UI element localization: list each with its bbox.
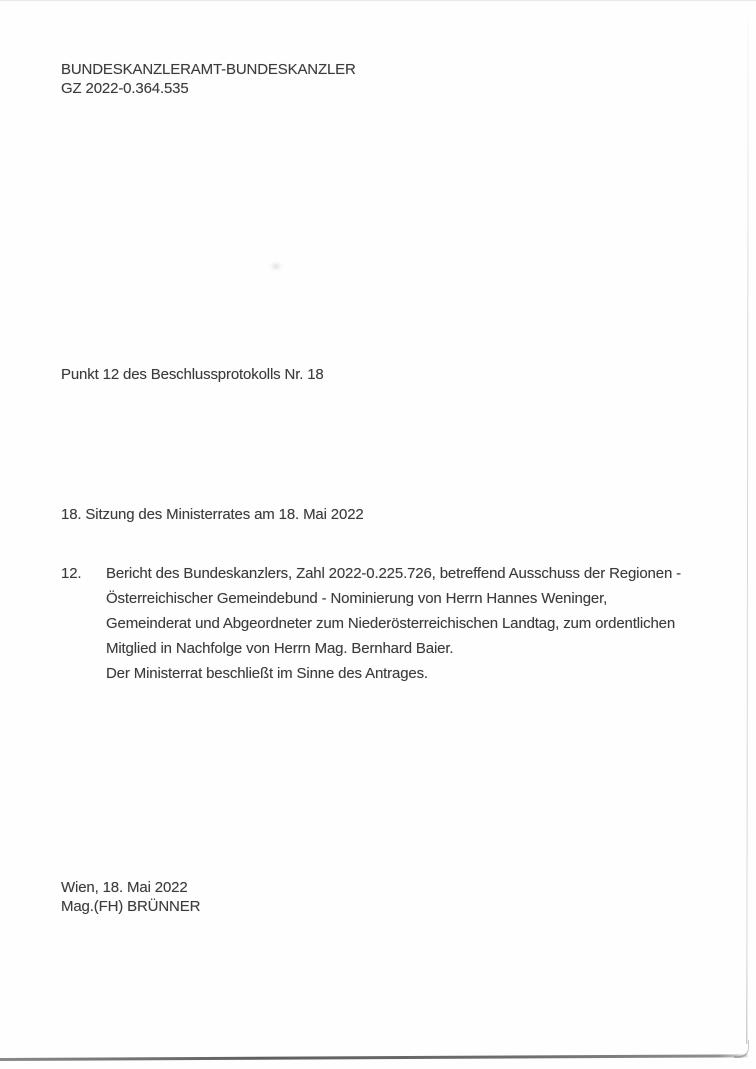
agenda-item-line-2: Österreichischer Gemeindebund - Nominierung von Herrn Hannes Weninger, [106,590,608,607]
place-date-line: Wien, 18. Mai 2022 [61,879,188,896]
scan-smudge-artifact [268,261,284,272]
agenda-item-line-4: Mitglied in Nachfolge von Herrn Mag. Bernhard Baier. [106,640,454,657]
agenda-item-line-1: Bericht des Bundeskanzlers, Zahl 2022-0.225.726, betreffend Ausschuss der Regionen - [106,565,681,582]
file-number-line: GZ 2022-0.364.535 [61,80,189,97]
signature-block [61,878,200,916]
protocol-reference-line: Punkt 12 des Beschlussprotokolls Nr. 18 [61,366,324,383]
scan-top-edge [0,0,756,1]
agenda-item-line-5: Der Ministerrat beschließt im Sinne des Antrages. [106,665,428,682]
letterhead [61,60,356,98]
scan-paper-edge-right [746,22,748,1044]
issuing-authority-line: BUNDESKANZLERAMT-BUNDESKANZLER [61,61,356,78]
signatory-name-line: Mag.(FH) BRÜNNER [61,898,201,915]
agenda-item-text [106,561,686,686]
session-title-line: 18. Sitzung des Ministerrates am 18. Mai 2022 [61,506,364,523]
agenda-item-number: 12. [61,565,82,582]
agenda-item-line-3: Gemeinderat und Abgeordneter zum Niederösterreichischen Landtag, zum ordentlichen [106,615,676,632]
scan-paper-edge-bottom [0,1054,748,1061]
